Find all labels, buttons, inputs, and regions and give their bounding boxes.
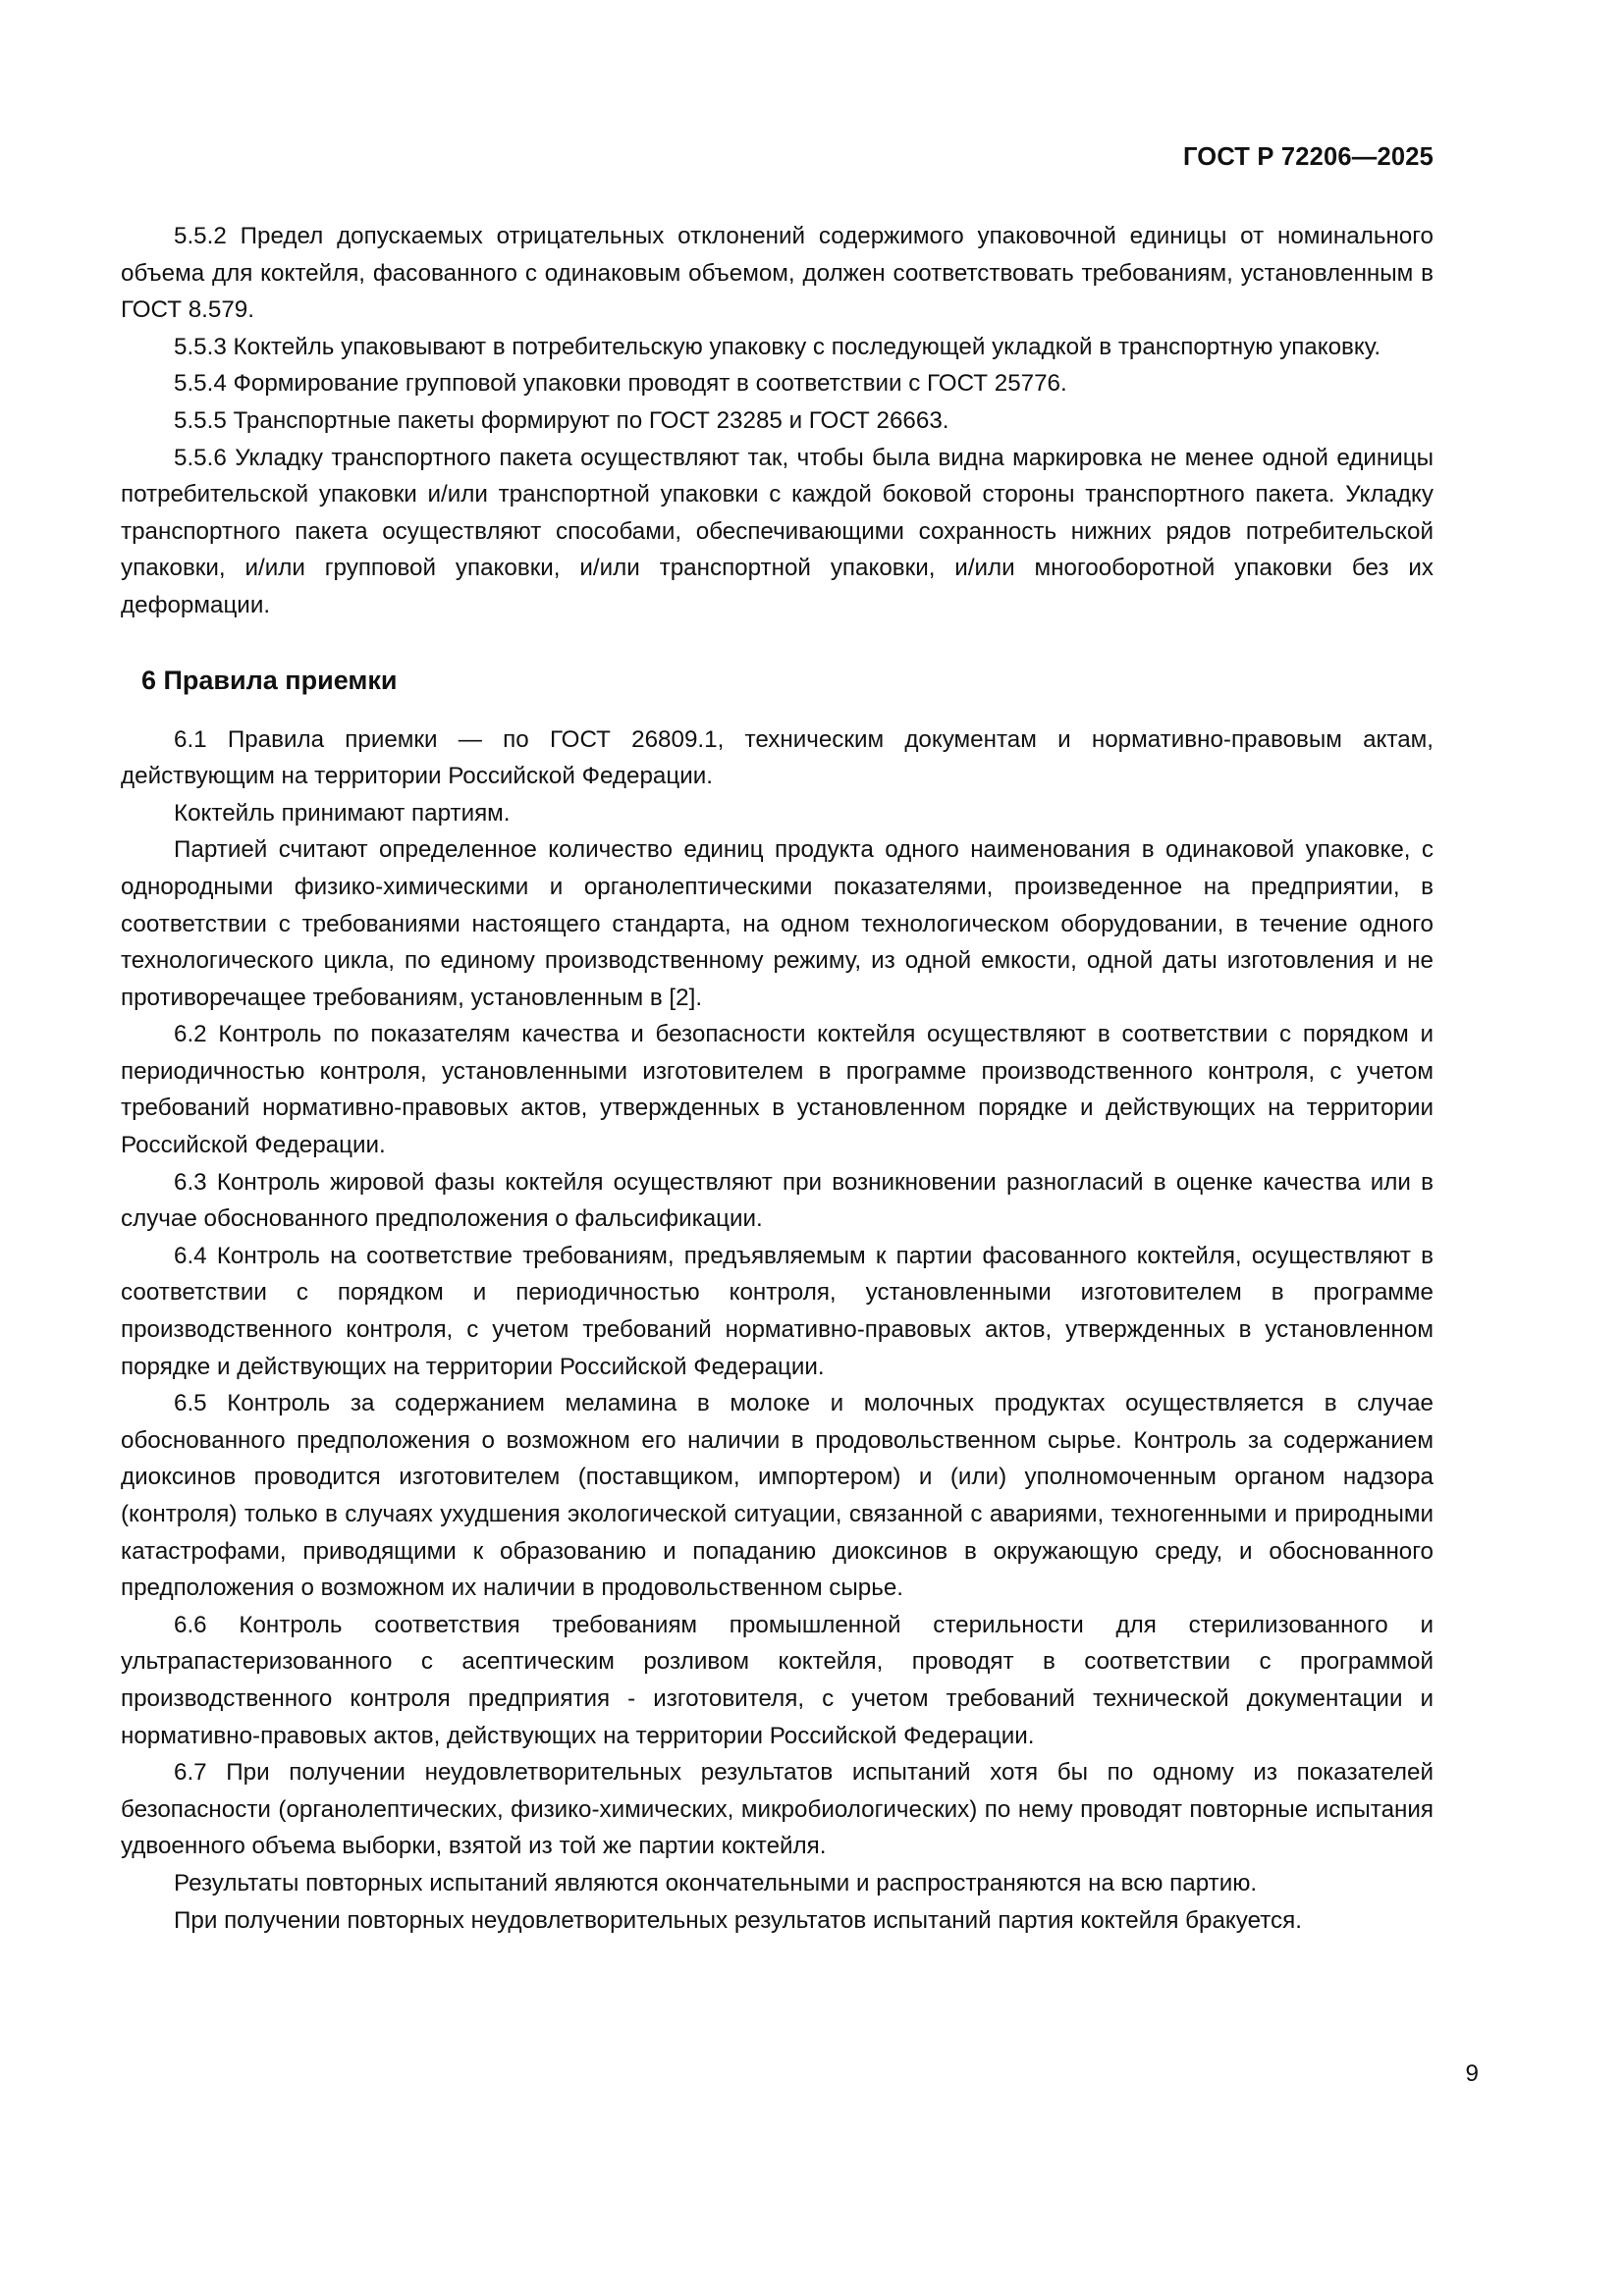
paragraph-6-6: 6.6 Контроль соответствия требованиям промышленной стерильности для стерилизованного и ультрапастеризованного с асептическим розливом коктейля, проводят в соответствии с программой производственного контроля предприятия - изготовителя, с учетом требований технической документации и нормативно-правовых актов, действующих на территории Российской Федерации. [121,1611,1434,1749]
page-header-standard-number: ГОСТ Р 72206—2025 [1182,143,1434,171]
paragraph-6-7-rezultaty: Результаты повторных испытаний являются окончательными и распространяются на всю партию. [174,1869,1258,1896]
paragraph-6-1: 6.1 Правила приемки — по ГОСТ 26809.1, техническим документам и нормативно-правовым актам, действующим на территории Российской Федерации. [121,725,1434,790]
paragraph-6-1-kokteyl: Коктейль принимают партиям. [174,799,511,827]
section-heading-6: 6 Правила приемки [141,665,398,695]
page-number: 9 [1465,2060,1479,2087]
paragraph-6-3: 6.3 Контроль жировой фазы коктейля осуществляют при возникновении разногласий в оценке качества или в случае обоснованного предположения о фальсификации. [121,1168,1434,1233]
paragraph-6-1-partiya: Партией считают определенное количество единиц продукта одного наименования в одинаковой упаковке, с однородными физико-химическими и органолептическими показателями, произведенное на предприятии, в соответствии с требованиями настоящего стандарта, на одном технологическом оборудовании, в течение одного технологического цикла, по единому производственному режиму, из одной емкости, одной даты изготовления и не противоречащее требованиям, установленным в [2]. [121,836,1434,1011]
spacer-after-section-heading [121,697,1434,721]
paragraph-5-5-3: 5.5.3 Коктейль упаковывают в потребительскую упаковку с последующей укладкой в транспортную упаковку. [174,333,1381,360]
paragraph-5-5-6: 5.5.6 Укладку транспортного пакета осуществляют так, чтобы была видна маркировка не менее одной единицы потребительской упаковки и/или транспортной упаковки с каждой боковой стороны транспортного пакета. Укладку транспортного пакета осуществляют способами, обеспечивающими сохранность нижних рядов потребительской упаковки, и/или групповой упаковки, и/или транспортной упаковки, и/или многооборотной упаковки без их деформации. [121,444,1434,618]
paragraph-6-4: 6.4 Контроль на соответствие требованиям, предъявляемым к партии фасованного коктейля, осуществляют в соответствии с порядком и периодичностью контроля, установленными изготовителем в программе производственного контроля, с учетом требований нормативно-правовых актов, утвержденных в установленном порядке и действующих на территории Российской Федерации. [121,1242,1434,1380]
paragraph-5-5-5: 5.5.5 Транспортные пакеты формируют по ГОСТ 23285 и ГОСТ 26663. [174,406,949,434]
paragraph-5-5-4: 5.5.4 Формирование групповой упаковки проводят в соответствии с ГОСТ 25776. [174,370,1067,398]
paragraph-6-7: 6.7 При получении неудовлетворительных результатов испытаний хотя бы по одному из показателей безопасности (органолептических, физико-химических, микробиологических) по нему проводят повторные испытания удвоенного объема выборки, взятой из той же партии коктейля. [121,1759,1434,1860]
spacer-before-section-heading [121,624,1434,664]
page-content [121,218,1434,1939]
paragraph-6-7-brak: При получении повторных неудовлетворительных результатов испытаний партия коктейля бракуется. [174,1906,1302,1934]
paragraph-6-5: 6.5 Контроль за содержанием меламина в молоке и молочных продуктах осуществляется в случае обоснованного предположения о возможном его наличии в продовольственном сырье. Контроль за содержанием диоксинов проводится изготовителем (поставщиком, импортером) и (или) уполномоченным органом надзора (контроля) только в случаях ухудшения экологической ситуации, связанной с авариями, техногенными и природными катастрофами, приводящими к образованию и попаданию диоксинов в окружающую среду, и обоснованного предположения о возможном их наличии в продовольственном сырье. [121,1390,1434,1602]
paragraph-6-2: 6.2 Контроль по показателям качества и безопасности коктейля осуществляют в соответствии с порядком и периодичностью контроля, установленными изготовителем в программе производственного контроля, с учетом требований нормативно-правовых актов, утвержденных в установленном порядке и действующих на территории Российской Федерации. [121,1021,1434,1159]
paragraph-5-5-2: 5.5.2 Предел допускаемых отрицательных отклонений содержимого упаковочной единицы от номинального объема для коктейля, фасованного с одинаковым объемом, должен соответствовать требованиям, установленным в ГОСТ 8.579. [121,223,1434,324]
